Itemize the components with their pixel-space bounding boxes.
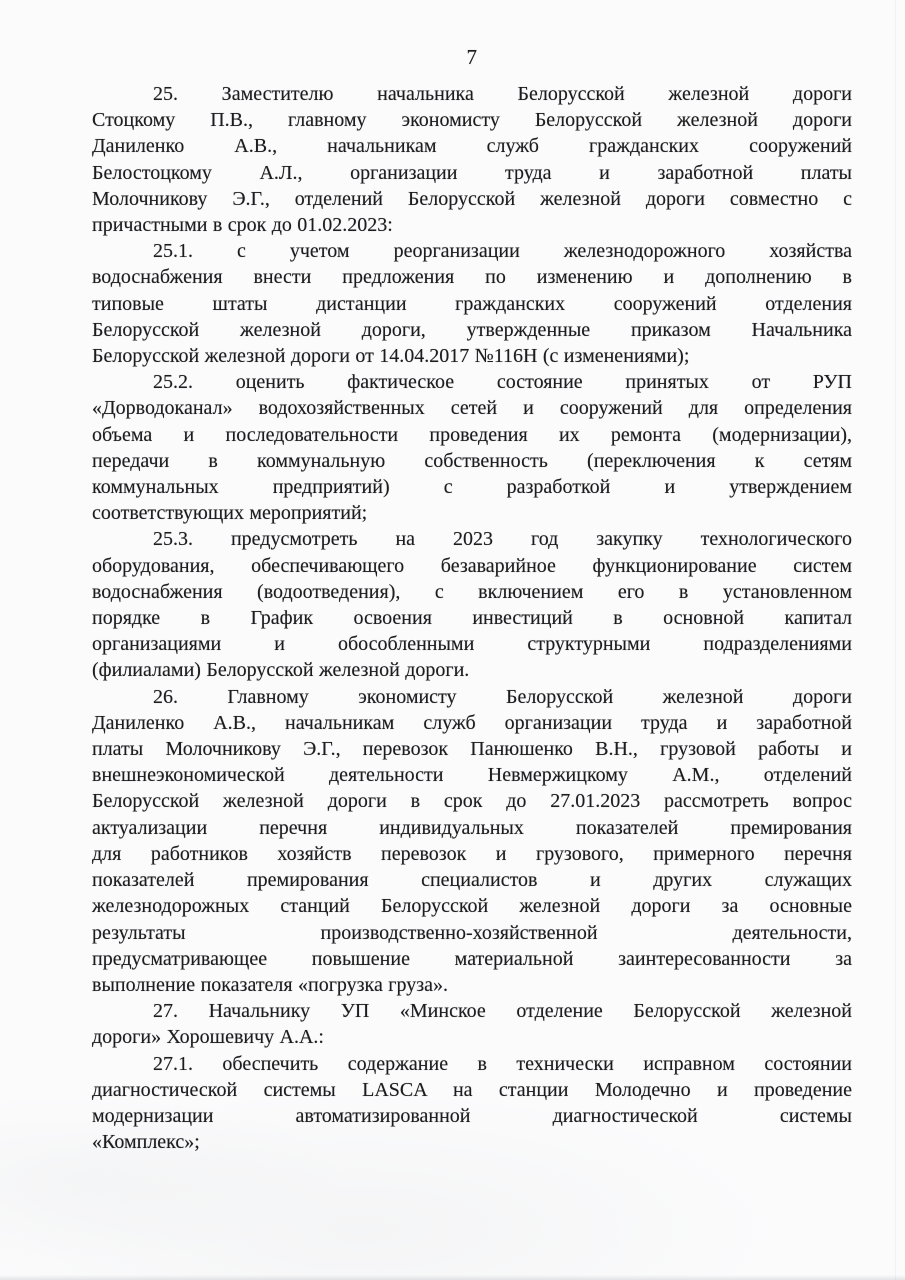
paragraph-27: [92, 998, 852, 1050]
text-line: 27. Начальнику УП «Минское отделение Белорусской железной: [153, 1000, 852, 1023]
text-line: Белорусской железной дороги от 14.04.2017 №116Н (с изменениями);: [92, 345, 690, 368]
text-line: платы Молочникову Э.Г., перевозок Панюшенко В.Н., грузовой работы и: [92, 738, 852, 761]
text-line: актуализации перечня индивидуальных показателей премирования: [92, 816, 852, 839]
page-number: 7: [466, 45, 478, 69]
text-line: Белостоцкому А.Л., организации труда и заработной платы: [92, 161, 852, 184]
text-line: порядке в График освоения инвестиций в основной капитал: [92, 607, 852, 630]
text-line: объема и последовательности проведения их ремонта (модернизации),: [92, 423, 852, 446]
paragraph-25.2: [92, 369, 852, 526]
text-line: водоснабжения внести предложения по изменению и дополнению в: [92, 266, 852, 289]
paragraph-25.3: [92, 526, 852, 683]
paragraph-25: [92, 81, 852, 238]
text-line: 25.2. оценить фактическое состояние принятых от РУП: [153, 371, 852, 394]
text-line: соответствующих мероприятий;: [92, 502, 368, 525]
paragraph-25.1: [92, 238, 852, 369]
text-line: дороги» Хорошевичу А.А.:: [92, 1026, 324, 1049]
text-line: 26. Главному экономисту Белорусской железной дороги: [153, 685, 852, 708]
text-line: Белорусской железной дороги в срок до 27.01.2023 рассмотреть вопрос: [92, 790, 852, 813]
text-line: модернизации автоматизированной диагностической системы: [92, 1104, 852, 1127]
text-line: 27.1. обеспечить содержание в технически исправном состоянии: [153, 1052, 852, 1075]
text-line: для работников хозяйств перевозок и грузового, примерного перечня: [92, 842, 852, 865]
text-line: железнодорожных станций Белорусской железной дороги за основные: [92, 895, 852, 918]
text-line: показателей премирования специалистов и других служащих: [92, 869, 852, 892]
text-line: результаты производственно-хозяйственной деятельности,: [92, 921, 852, 944]
text-line: «Дорводоканал» водохозяйственных сетей и сооружений для определения: [92, 397, 852, 420]
text-line: предусматривающее повышение материальной заинтересованности за: [92, 947, 852, 970]
text-line: Молочникову Э.Г., отделений Белорусской железной дороги совместно с: [92, 187, 852, 210]
paragraph-27.1: [92, 1051, 852, 1156]
text-line: коммунальных предприятий) с разработкой и утверждением: [92, 476, 852, 499]
text-line: водоснабжения (водоотведения), с включением его в установленном: [92, 580, 852, 603]
text-line: 25.3. предусмотреть на 2023 год закупку технологического: [153, 528, 852, 551]
text-line: передачи в коммунальную собственность (переключения к сетям: [92, 449, 852, 472]
text-line: причастными в срок до 01.02.2023:: [92, 214, 393, 237]
text-line: 25. Заместителю начальника Белорусской железной дороги: [153, 83, 852, 105]
text-line: Белорусской железной дороги, утвержденные приказом Начальника: [92, 318, 852, 341]
text-line: выполнение показателя «погрузка груза».: [92, 973, 448, 996]
scan-edge-artifact: [895, 0, 896, 1280]
text-line: 25.1. с учетом реорганизации железнодорожного хозяйства: [153, 240, 852, 263]
text-line: организациями и обособленными структурными подразделениями: [92, 633, 852, 656]
text-line: диагностической системы LASCA на станции Молодечно и проведение: [92, 1078, 852, 1101]
document-body: [92, 81, 852, 1155]
text-line: Даниленко А.В., начальникам служб организации труда и заработной: [92, 711, 852, 734]
text-line: Даниленко А.В., начальникам служб гражданских сооружений: [92, 135, 852, 158]
text-line: «Комплекс»;: [92, 1131, 200, 1154]
text-line: типовые штаты дистанции гражданских сооружений отделения: [92, 292, 852, 315]
text-line: внешнеэкономической деятельности Невмержицкому А.М., отделений: [92, 764, 852, 787]
text-line: оборудования, обеспечивающего безаварийное функционирование систем: [92, 554, 852, 577]
text-line: Стоцкому П.В., главному экономисту Белорусской железной дороги: [92, 109, 852, 132]
paragraph-26: [92, 684, 852, 998]
text-line: (филиалами) Белорусской железной дороги.: [92, 659, 470, 682]
